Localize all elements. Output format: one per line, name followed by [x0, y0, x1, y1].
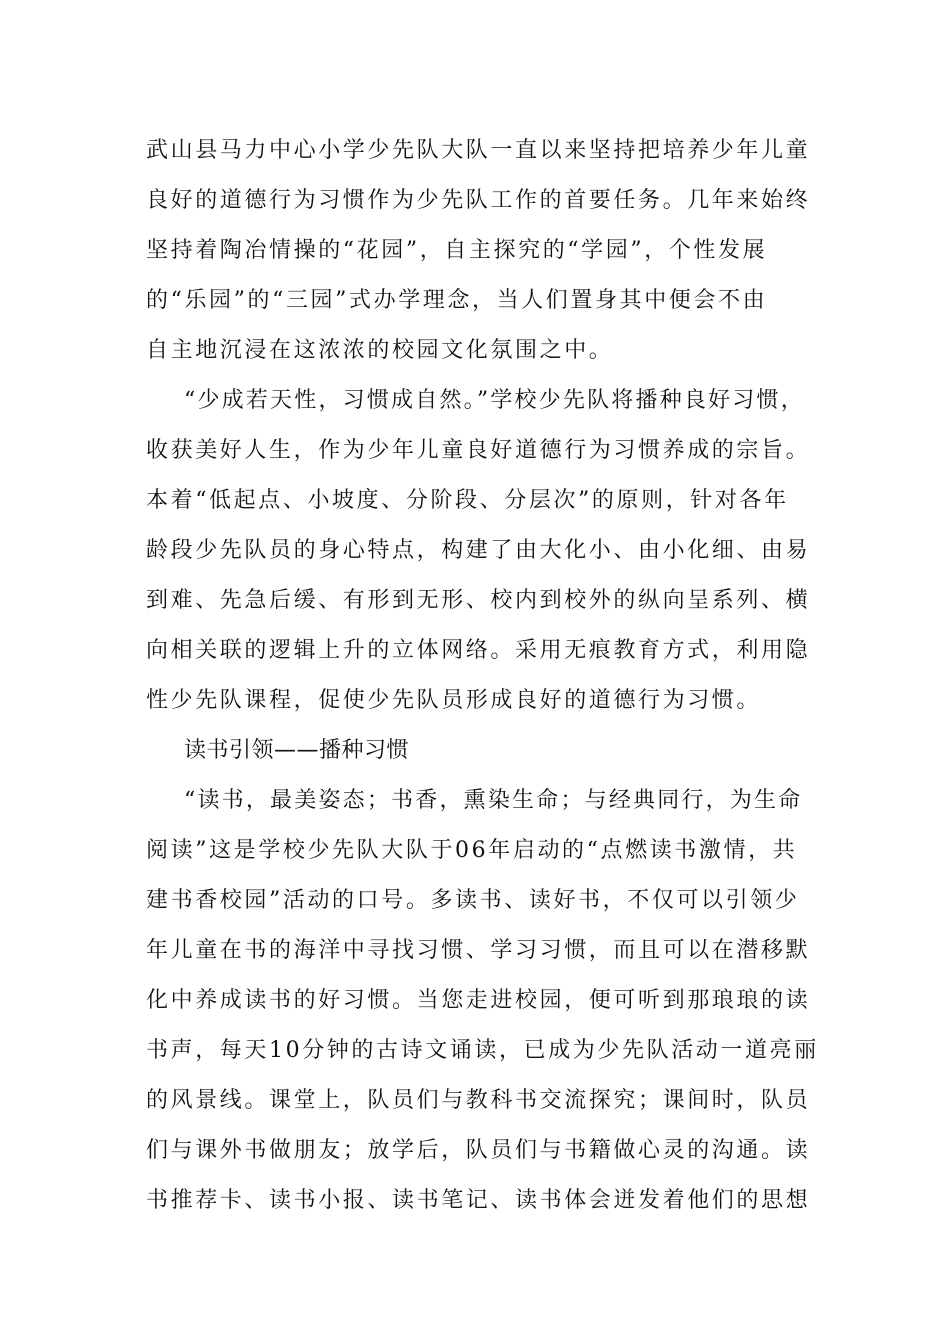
paragraph-2-line-1: “少成若天性，习惯成自然。”学校少先队将播种良好习惯，	[184, 388, 805, 413]
paragraph-2-line-3: 本着“低起点、小坡度、分阶段、分层次”的原则，针对各年	[146, 488, 789, 513]
paragraph-3-line-3: 建书香校园”活动的口号。多读书、读好书，不仅可以引领少	[146, 888, 800, 913]
paragraph-3-line-7: 的风景线。课堂上，队员们与教科书交流探究；课间时，队员	[146, 1088, 811, 1113]
paragraph-3-line-1: “读书，最美姿态；书香，熏染生命；与经典同行，为生命	[184, 788, 803, 813]
section-heading: 读书引领——播种习惯	[184, 738, 410, 763]
paragraph-2-line-2: 收获美好人生，作为少年儿童良好道德行为习惯养成的宗旨。	[146, 438, 811, 463]
paragraph-2-line-4: 龄段少先队员的身心特点，构建了由大化小、由小化细、由易	[146, 538, 811, 563]
paragraph-2-line-6: 向相关联的逻辑上升的立体网络。采用无痕教育方式，利用隐	[146, 638, 811, 663]
paragraph-1-line-2: 良好的道德行为习惯作为少先队工作的首要任务。几年来始终	[146, 188, 811, 213]
paragraph-3-line-8: 们与课外书做朋友；放学后，队员们与书籍做心灵的沟通。读	[146, 1138, 811, 1163]
paragraph-3-line-2: 阅读”这是学校少先队大队于06年启动的“点燃读书激情，共	[146, 838, 798, 863]
paragraph-1-line-5: 自主地沉浸在这浓浓的校园文化氛围之中。	[146, 338, 614, 363]
paragraph-3-line-6: 书声，每天10分钟的古诗文诵读，已成为少先队活动一道亮丽	[146, 1038, 819, 1063]
paragraph-3-line-9: 书推荐卡、读书小报、读书笔记、读书体会迸发着他们的思想	[146, 1188, 811, 1213]
paragraph-2-line-5: 到难、先急后缓、有形到无形、校内到校外的纵向呈系列、横	[146, 588, 811, 613]
paragraph-1-line-4: 的“乐园”的“三园”式办学理念，当人们置身其中便会不由	[146, 288, 768, 313]
paragraph-1-line-1: 武山县马力中心小学少先队大队一直以来坚持把培养少年儿童	[146, 138, 811, 163]
paragraph-3-line-4: 年儿童在书的海洋中寻找习惯、学习习惯，而且可以在潜移默	[146, 938, 811, 963]
paragraph-1-line-3: 坚持着陶冶情操的“花园”，自主探究的“学园”，个性发展	[146, 238, 768, 263]
paragraph-2-line-7: 性少先队课程，促使少先队员形成良好的道德行为习惯。	[146, 688, 762, 713]
paragraph-3-line-5: 化中养成读书的好习惯。当您走进校园，便可听到那琅琅的读	[146, 988, 811, 1013]
